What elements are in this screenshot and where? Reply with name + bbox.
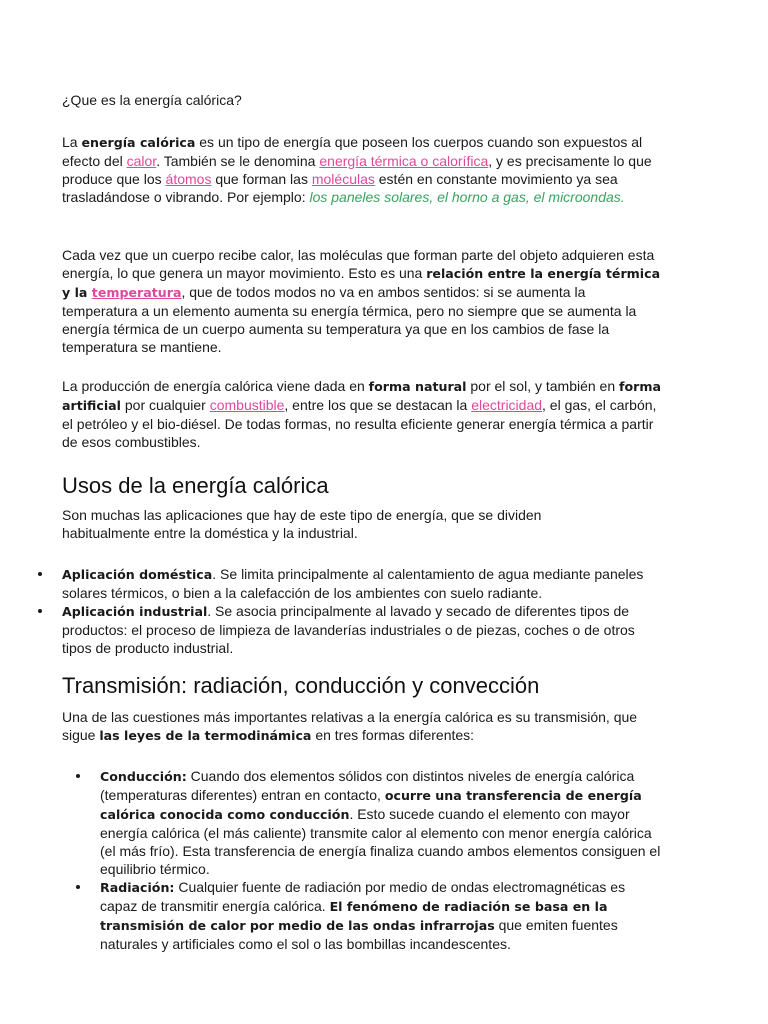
bold-term: energía calórica (81, 135, 196, 150)
bold-term: Conducción: (100, 769, 187, 784)
text: en tres formas diferentes: (311, 727, 475, 743)
text: . Se asocia principalmente al lavado y secado de diferentes tipos de productos: el proceso de limpieza de lavanderías industriales o de piezas, coches o de otros tipos de producto industrial. (62, 603, 635, 656)
list-usos (62, 565, 647, 657)
text: . También se le denomina (156, 153, 320, 169)
text: La producción de energía calórica viene dada en (62, 378, 369, 394)
bullet-icon (76, 885, 80, 889)
text: . Esto sucede cuando el elemento con mayor energía calórica (el más caliente) transmite calor al elemento con menor energía calórica (el más frío). Esta transferencia de energía finaliza cuando ambos elementos consiguen el equilibrio térmico. (100, 806, 661, 877)
link-moleculas[interactable]: moléculas (311, 171, 375, 187)
link-atomos[interactable]: átomos (165, 171, 212, 187)
heading-transmision: Transmisión: radiación, conducción y convección (62, 673, 540, 698)
example-text: los paneles solares, el horno a gas, el microondas. (309, 189, 625, 205)
text: Cuando dos elementos sólidos con distintos niveles de energía calórica (temperaturas diferentes) entran en contacto, (100, 768, 635, 803)
list-item (62, 602, 647, 657)
paragraph-relation (62, 246, 662, 356)
paragraph-usos: Son muchas las aplicaciones que hay de este tipo de energía, que se dividen habitualmente entre la doméstica y la industrial. (62, 507, 542, 541)
text: . Se limita principalmente al calentamiento de agua mediante paneles solares térmicos, o bien a la calefacción de los ambientes con suelo radiante. (62, 566, 644, 601)
paragraph-transmision (62, 708, 662, 745)
text: es un tipo de energía que poseen los cuerpos cuando son expuestos al efecto del (62, 134, 643, 169)
bold-term: forma artificial (62, 379, 661, 413)
text: , y es precisamente lo que produce que los (62, 153, 652, 187)
link-electricidad[interactable]: electricidad (471, 397, 543, 413)
bullet-icon (38, 572, 42, 576)
bold-term: Aplicación doméstica (62, 567, 213, 582)
text: estén en constante movimiento ya sea trasladándose o vibrando. Por ejemplo: (62, 171, 618, 205)
text: La (62, 134, 82, 150)
list-item (100, 878, 662, 953)
link-temperatura[interactable]: temperatura (91, 285, 182, 300)
text: Cualquier fuente de radiación por medio de ondas electromagnéticas es capaz de transmitir energía calórica. (100, 879, 626, 914)
bold-term: forma natural (368, 379, 467, 394)
text: por cualquier (120, 397, 210, 413)
bold-term: Radiación: (100, 880, 175, 895)
text: , entre los que se destacan la (284, 397, 472, 413)
bullet-icon (76, 774, 80, 778)
list-transmision (100, 767, 662, 953)
text: que emiten fuentes naturales y artificiales como el sol o las bombillas incandescentes. (100, 917, 618, 952)
list-item (100, 767, 662, 878)
link-calor[interactable]: calor (126, 153, 157, 169)
bold-term: relación entre la energía térmica y la (62, 266, 661, 300)
link-combustible[interactable]: combustible (209, 397, 285, 413)
link-energia-termica[interactable]: energía térmica o calorífica (319, 153, 489, 169)
text: , que de todos modos no va en ambos sentidos: si se aumenta la temperatura a un elemento aumenta su energía térmica, pero no siempre que se aumenta la energía térmica de un cuerpo aumenta su temperatura ya que en los cambios de fase la temperatura se mantiene. (62, 284, 637, 355)
bold-term: ocurre una transferencia de energía calórica conocida como conducción (100, 788, 642, 822)
bullet-icon (38, 609, 42, 613)
paragraph-production (62, 377, 662, 451)
bold-term: las leyes de la termodinámica (99, 728, 312, 743)
text: Cada vez que un cuerpo recibe calor, las moléculas que forman parte del objeto adquieren esta energía, lo que genera un mayor movimiento. Esto es una (62, 247, 655, 281)
bold-term: Aplicación industrial (62, 604, 208, 619)
text: que forman las (211, 171, 312, 187)
text: Una de las cuestiones más importantes relativas a la energía calórica es su transmisión, que sigue (62, 709, 638, 743)
list-item (62, 565, 647, 602)
text: por el sol, y también en (466, 378, 620, 394)
heading-usos: Usos de la energía calórica (62, 473, 329, 498)
text: , el gas, el carbón, el petróleo y el bio-diésel. De todas formas, no resulta eficiente generar energía térmica a partir de esos combustibles. (62, 397, 657, 450)
paragraph-definition (62, 133, 662, 206)
intro-question: ¿Que es la energía calórica? (62, 92, 242, 108)
bold-term: El fenómeno de radiación se basa en la transmisión de calor por medio de las ondas infrarrojas (100, 899, 608, 933)
